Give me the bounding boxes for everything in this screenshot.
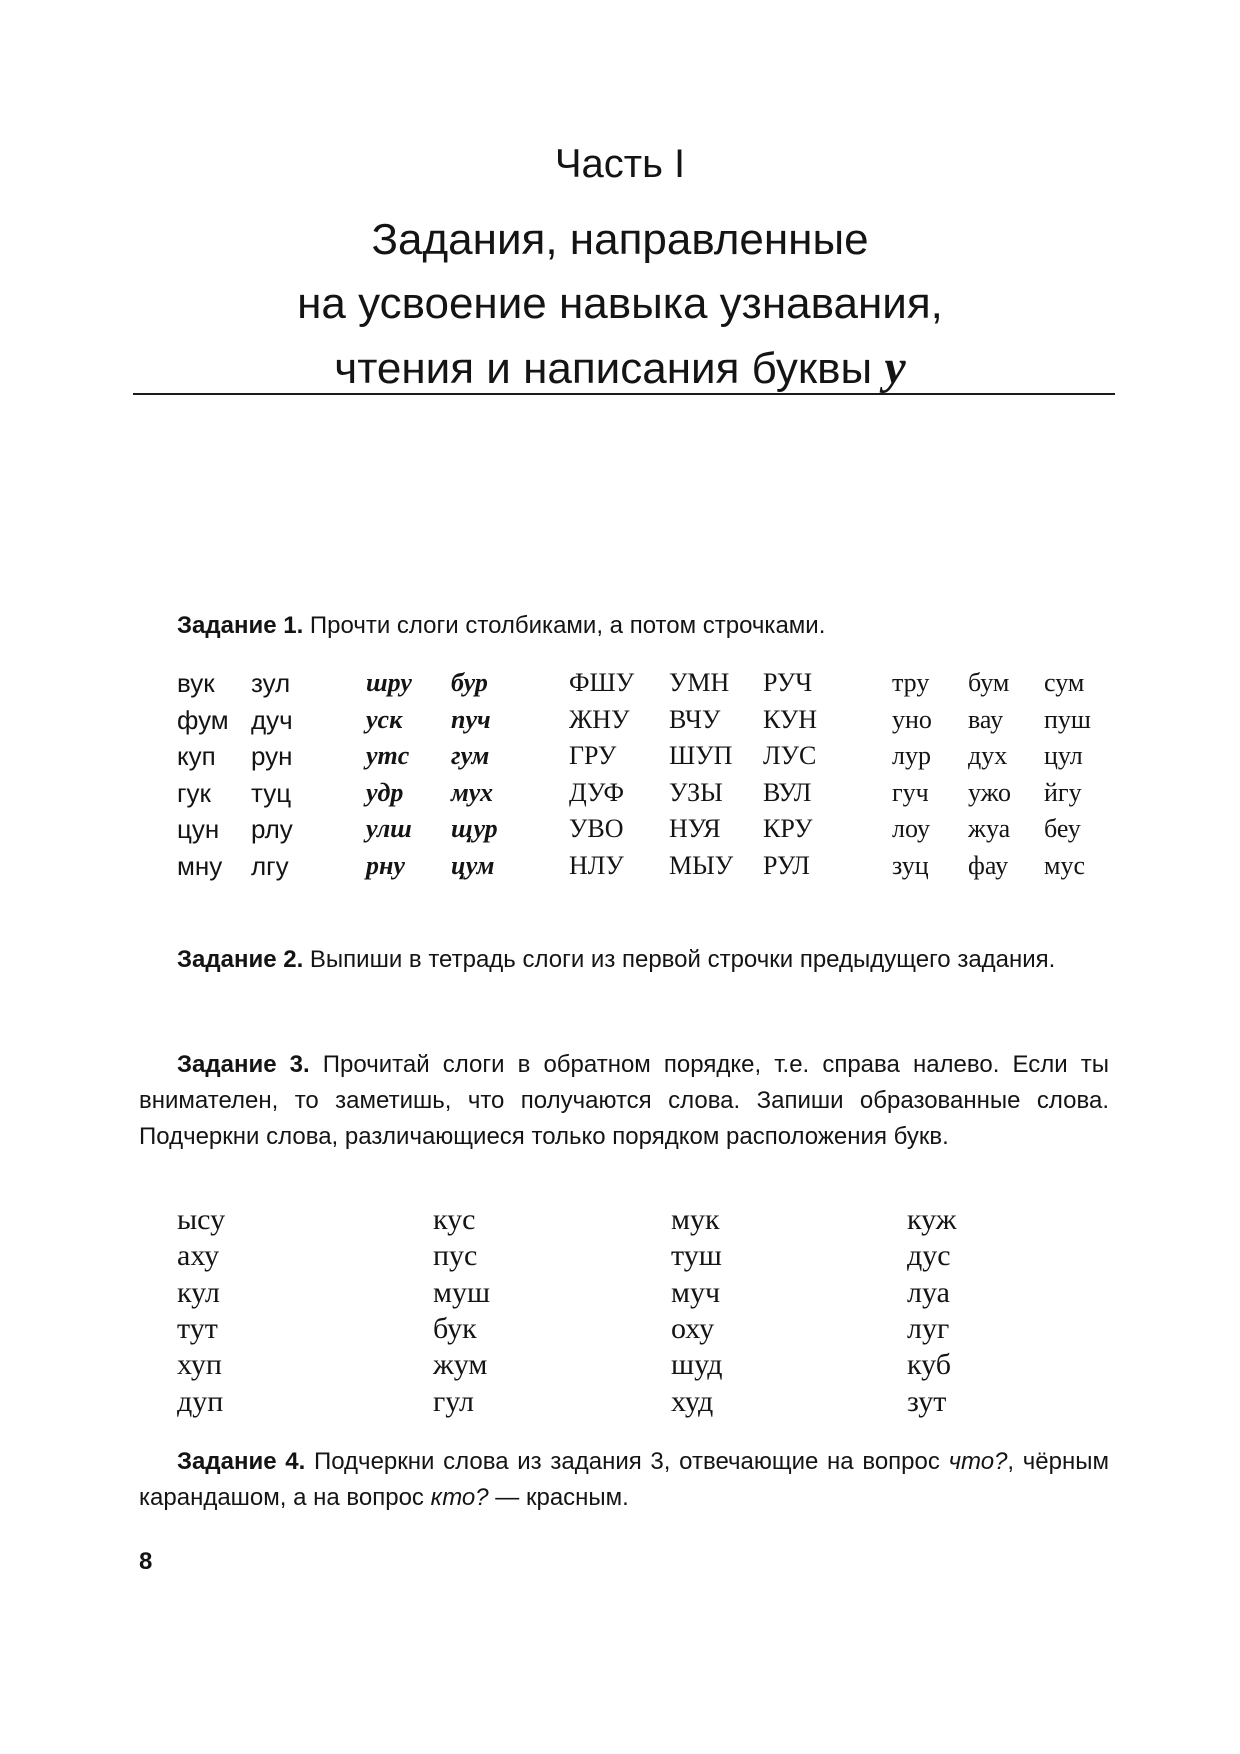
task-4-question-what: что? bbox=[948, 1448, 1008, 1475]
title-divider bbox=[133, 393, 1115, 395]
word-c4-r2: дус bbox=[907, 1239, 951, 1273]
syllable-g4-r1-c1: тру bbox=[892, 668, 930, 697]
syllable-g3-r3-c2: ШУП bbox=[669, 741, 733, 770]
syllable-g1-r6-c1: мну bbox=[177, 850, 223, 881]
syllable-g2-r3-c1: утс bbox=[366, 741, 410, 770]
task-2-instruction bbox=[139, 942, 1109, 978]
syllable-g4-r5-c1: лоу bbox=[892, 814, 930, 843]
syllable-g2-r2-c2: пуч bbox=[451, 704, 491, 734]
syllable-g1-r5-c2: рлу bbox=[251, 814, 293, 844]
word-c4-r4: луг bbox=[907, 1311, 950, 1345]
syllable-g2-r1-c2: бур bbox=[451, 668, 488, 697]
syllable-g3-r1-c1: ФШУ bbox=[569, 668, 635, 697]
word-c4-r6: зут bbox=[907, 1384, 947, 1418]
title-line-3-text: чтения и написания буквы bbox=[334, 344, 873, 393]
task-3-instruction bbox=[139, 1047, 1109, 1155]
task-1-label: Задание 1. bbox=[177, 612, 304, 639]
syllable-g4-r3-c3: цул bbox=[1044, 741, 1083, 770]
word-c3-r2: туш bbox=[671, 1239, 722, 1273]
syllable-g4-r5-c2: жуа bbox=[968, 814, 1011, 843]
word-c2-r1: кус bbox=[433, 1203, 476, 1236]
syllable-g4-r4-c2: ужо bbox=[968, 777, 1011, 807]
word-c1-r2: аху bbox=[177, 1239, 220, 1273]
syllable-g1-r5-c1: цун bbox=[177, 814, 220, 844]
word-c2-r3: муш bbox=[433, 1275, 491, 1309]
syllable-g3-r5-c3: КРУ bbox=[763, 814, 813, 843]
syllable-g2-r4-c1: удр bbox=[366, 777, 404, 807]
task-4-question-who: кто? bbox=[430, 1484, 489, 1511]
word-c4-r5: куб bbox=[907, 1348, 952, 1382]
task-3-label: Задание 3. bbox=[177, 1051, 310, 1078]
syllable-g1-r3-c1: куп bbox=[177, 741, 216, 771]
syllable-g4-r4-c3: йгу bbox=[1044, 777, 1082, 807]
task-2-text: Выпиши в тетрадь слоги из первой строчки предыдущего задания. bbox=[309, 946, 1056, 973]
syllable-g3-r1-c2: УМН bbox=[669, 668, 730, 697]
word-c1-r1: ысу bbox=[177, 1203, 226, 1236]
task-3-text: Прочитай слоги в обратном порядке, т.е. справа налево. Если ты внимателен, то заметишь, что получаются слова. Запиши образованные слова. Подчеркни слова, различающиеся только порядком расположения букв. bbox=[139, 1051, 1109, 1150]
syllable-g3-r2-c2: ВЧУ bbox=[669, 704, 721, 734]
syllable-g2-r1-c1: шру bbox=[366, 668, 412, 697]
syllable-g2-r5-c1: улш bbox=[366, 814, 412, 843]
syllable-g2-r3-c2: гум bbox=[451, 741, 490, 770]
word-c1-r3: кул bbox=[177, 1275, 220, 1309]
syllable-g3-r1-c3: РУЧ bbox=[763, 668, 813, 697]
syllable-g1-r3-c2: рун bbox=[251, 741, 293, 771]
syllable-g4-r5-c3: беу bbox=[1044, 814, 1081, 843]
syllable-g3-r5-c2: НУЯ bbox=[669, 814, 721, 843]
syllable-g4-r2-c3: пуш bbox=[1044, 704, 1091, 734]
syllable-g2-r6-c1: рну bbox=[366, 850, 405, 880]
syllable-g1-r6-c2: лгу bbox=[251, 850, 289, 881]
task-4-instruction bbox=[139, 1444, 1109, 1516]
syllable-g2-r5-c2: щур bbox=[451, 814, 498, 843]
task-1-text: Прочти слоги столбиками, а потом строчками. bbox=[309, 612, 826, 639]
syllable-g1-r4-c2: туц bbox=[251, 777, 292, 808]
word-c3-r4: оху bbox=[671, 1311, 715, 1345]
word-c2-r4: бук bbox=[433, 1311, 477, 1345]
syllable-g4-r1-c2: бум bbox=[968, 668, 1010, 697]
part-title: Часть I bbox=[554, 142, 686, 186]
word-c1-r4: тут bbox=[177, 1311, 218, 1345]
word-c3-r6: худ bbox=[671, 1384, 714, 1418]
syllable-g3-r4-c2: УЗЫ bbox=[669, 777, 723, 807]
word-c1-r6: дуп bbox=[177, 1384, 224, 1418]
syllable-g4-r3-c1: лур bbox=[892, 741, 931, 770]
syllable-g1-r2-c1: фум bbox=[177, 704, 229, 735]
syllable-g4-r2-c1: уно bbox=[892, 704, 932, 734]
syllable-g4-r6-c3: мус bbox=[1044, 850, 1085, 880]
syllable-g3-r3-c3: ЛУС bbox=[763, 741, 817, 770]
word-c4-r3: луа bbox=[907, 1275, 950, 1309]
syllable-g4-r2-c2: вау bbox=[968, 704, 1004, 734]
title-line-1: Задания, направленные bbox=[371, 215, 869, 264]
syllable-g4-r4-c1: гуч bbox=[892, 777, 929, 807]
task-4-text-before: Подчеркни слова из задания 3, отвечающие на вопрос bbox=[313, 1448, 940, 1475]
task-4-label: Задание 4. bbox=[177, 1448, 306, 1475]
word-c2-r2: пус bbox=[433, 1239, 478, 1273]
syllable-g1-r1-c1: вук bbox=[177, 668, 215, 698]
syllable-g3-r4-c3: ВУЛ bbox=[763, 777, 812, 807]
page-number: 8 bbox=[139, 1548, 153, 1575]
syllable-g4-r1-c3: сум bbox=[1044, 668, 1085, 697]
syllable-g4-r3-c2: дух bbox=[968, 741, 1008, 770]
syllable-g4-r6-c2: фау bbox=[968, 850, 1009, 880]
task-4-text-after: — красным. bbox=[495, 1484, 629, 1511]
syllable-g3-r2-c3: КУН bbox=[763, 704, 818, 734]
syllable-g1-r2-c2: дуч bbox=[251, 704, 293, 735]
syllable-g3-r3-c1: ГРУ bbox=[569, 741, 617, 770]
syllable-g1-r4-c1: гук bbox=[177, 777, 211, 808]
task-1-instruction bbox=[139, 608, 1109, 644]
word-c4-r1: куж bbox=[907, 1203, 957, 1236]
syllable-g3-r6-c3: РУЛ bbox=[763, 850, 810, 880]
syllable-g2-r2-c1: уск bbox=[366, 704, 403, 734]
title-line-3 bbox=[0, 336, 1240, 401]
title-line-2: на усвоение навыка узнавания, bbox=[297, 279, 943, 328]
syllable-g3-r5-c1: УВО bbox=[569, 814, 624, 843]
syllable-g1-r1-c2: зул bbox=[251, 668, 291, 698]
word-c3-r1: мук bbox=[671, 1203, 720, 1236]
syllable-g4-r6-c1: зуц bbox=[892, 850, 929, 880]
word-c3-r5: шуд bbox=[671, 1348, 723, 1382]
section-title bbox=[0, 208, 1240, 401]
syllable-g3-r4-c1: ДУФ bbox=[569, 777, 625, 807]
word-c1-r5: хуп bbox=[177, 1348, 222, 1382]
title-letter: у bbox=[884, 341, 906, 394]
word-c2-r5: жум bbox=[433, 1348, 488, 1382]
task-2-label: Задание 2. bbox=[177, 946, 304, 973]
syllable-g3-r2-c1: ЖНУ bbox=[569, 704, 630, 734]
syllable-g3-r6-c1: НЛУ bbox=[569, 850, 624, 880]
task-4-text-middle: , чёрным карандашом, а на вопрос bbox=[139, 1448, 1109, 1511]
syllable-g2-r6-c2: цум bbox=[451, 850, 495, 880]
word-c2-r6: гул bbox=[433, 1384, 474, 1418]
syllable-g3-r6-c2: МЫУ bbox=[669, 850, 734, 880]
word-c3-r3: муч bbox=[671, 1275, 721, 1309]
syllable-g2-r4-c2: мух bbox=[451, 777, 494, 807]
